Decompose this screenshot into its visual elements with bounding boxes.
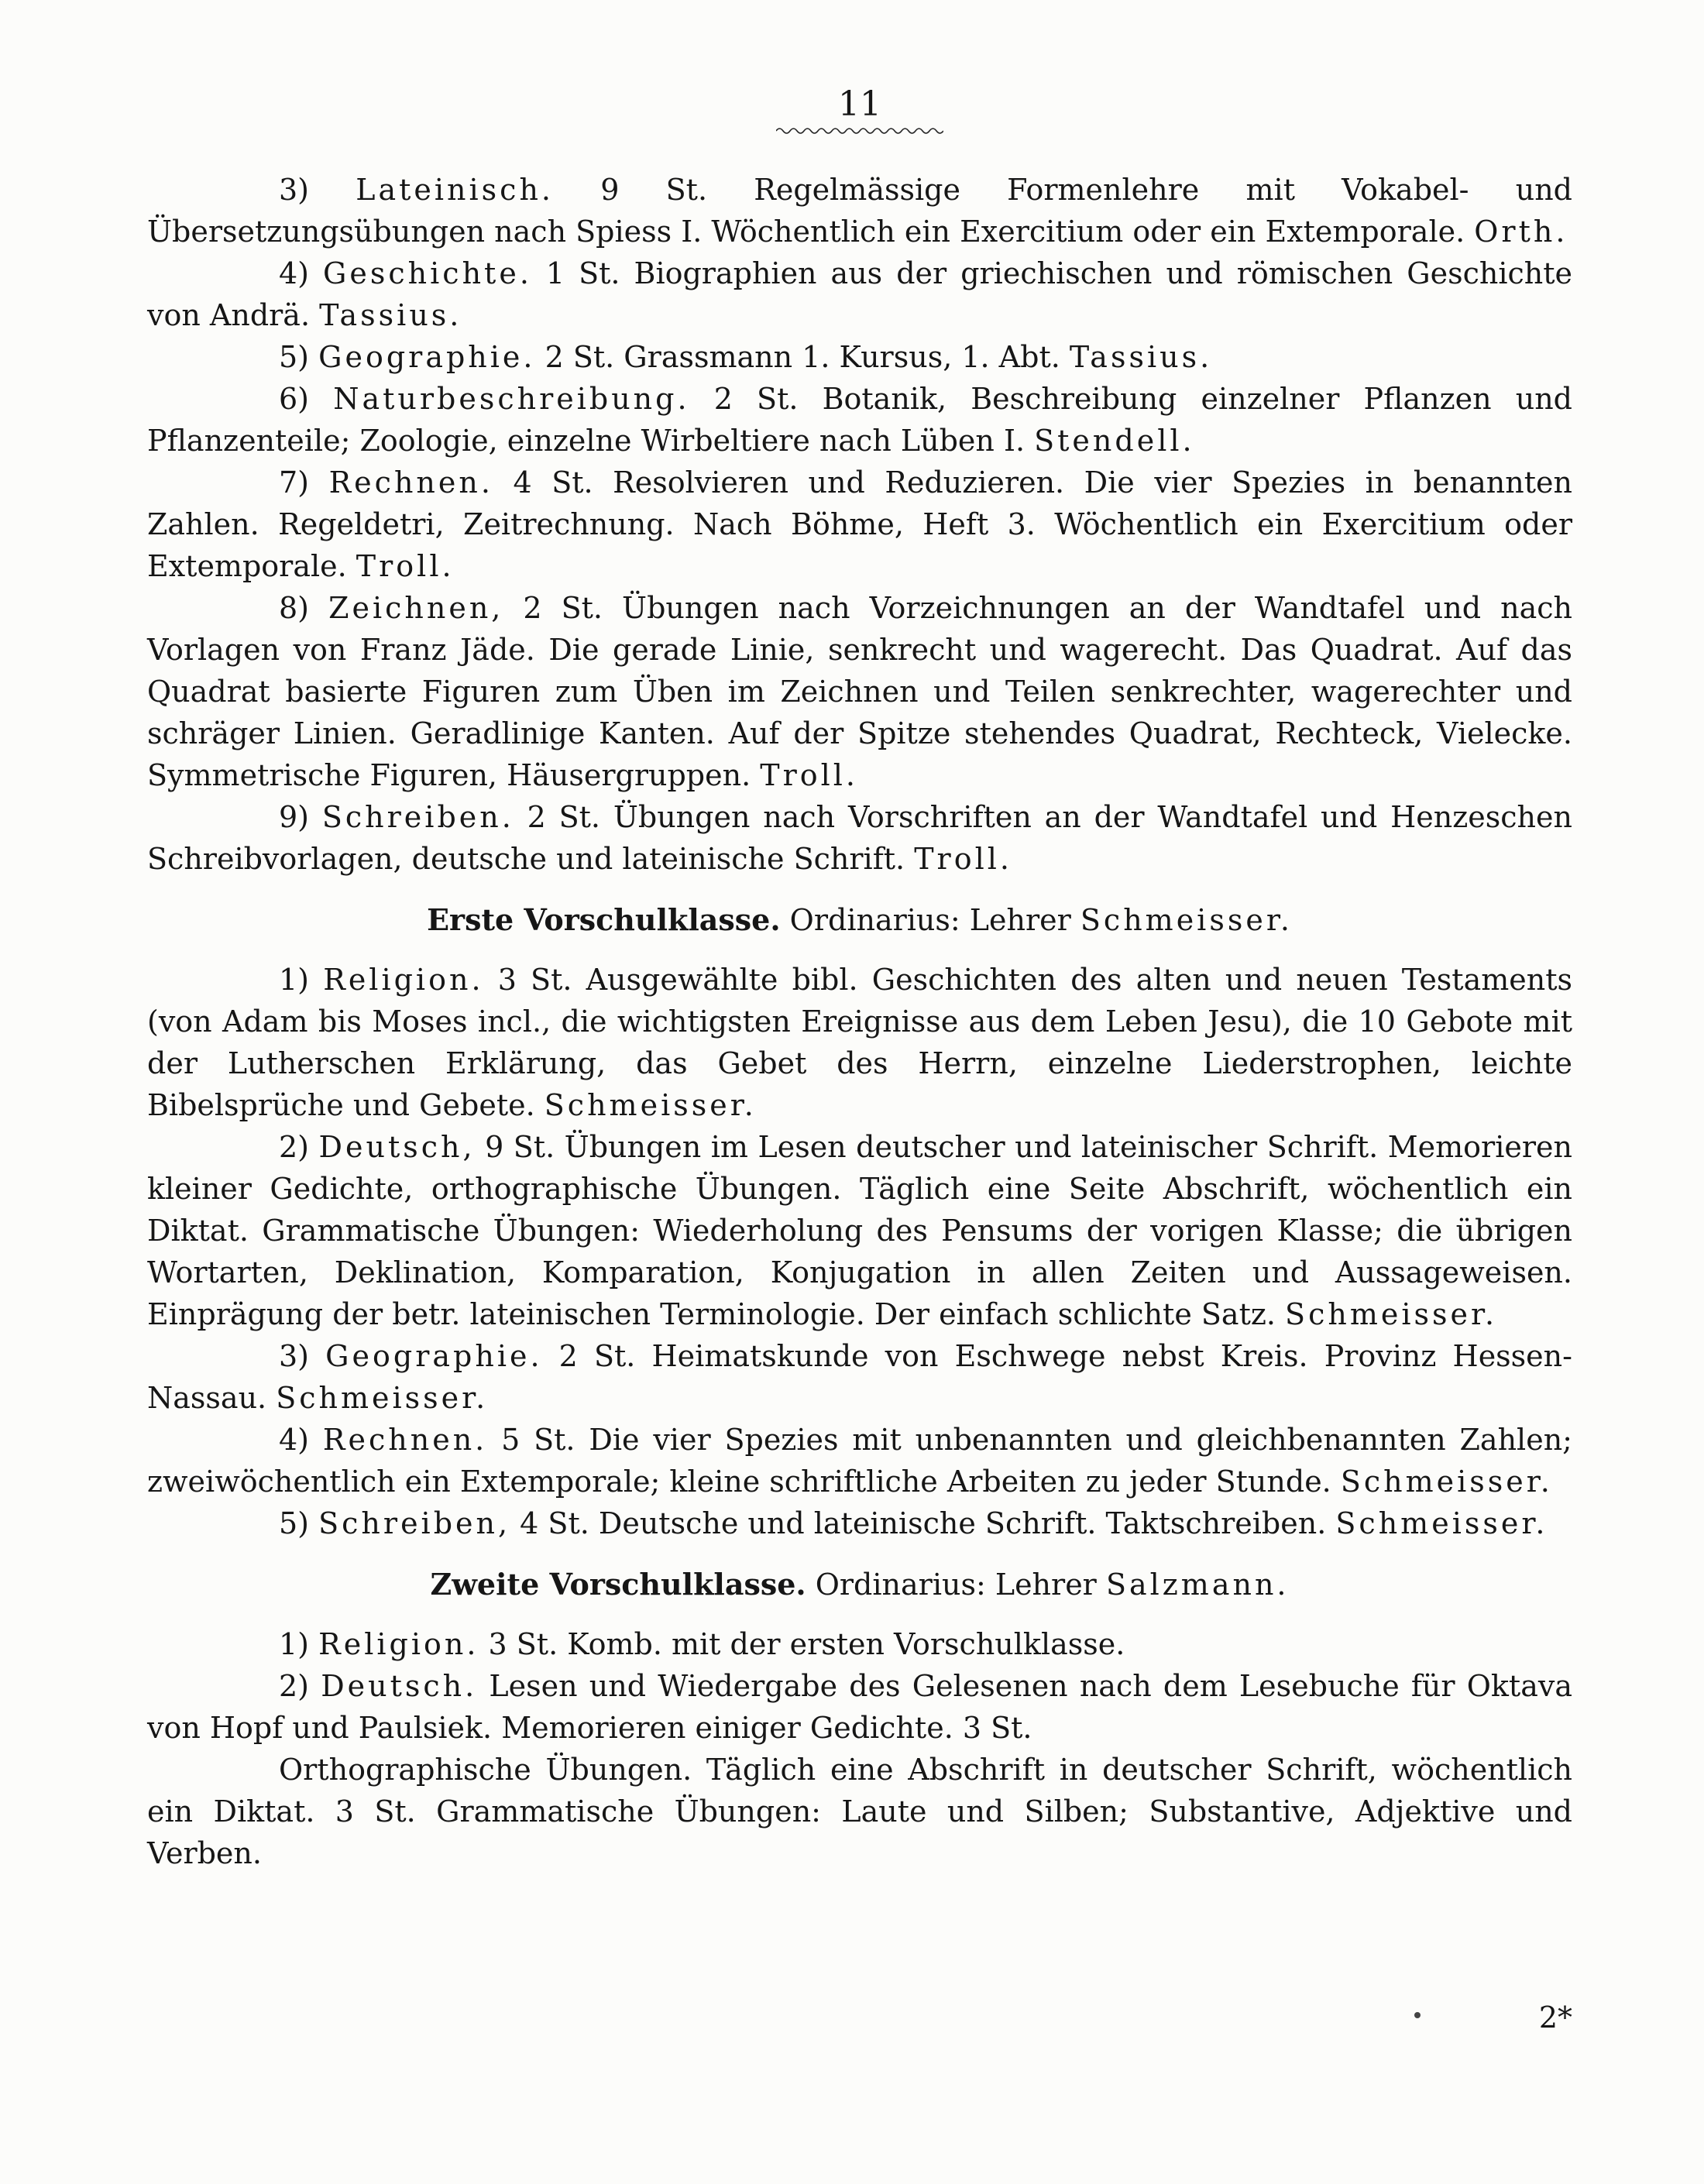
wavy-rule-ornament (776, 125, 943, 136)
curriculum-item: 3) Lateinisch. 9 St. Regelmässige Formenlehre mit Vokabel- und Übersetzungsübungen nach Spiess I. Wöchentlich ein Exercitium oder ein Extemporale. Orth. (147, 173, 1572, 249)
curriculum-item: 3) Geographie. 2 St. Heimatskunde von Eschwege nebst Kreis. Provinz Hessen-Nassau. Schmeisser. (147, 1339, 1572, 1415)
page-content (147, 169, 1572, 1874)
subject-name: Naturbeschreibung. (333, 382, 690, 416)
ordinarius-name: Salzmann. (1105, 1568, 1290, 1602)
teacher-name: Troll. (356, 549, 455, 583)
subject-name: Rechnen. (328, 465, 493, 500)
teacher-name: Schmeisser. (544, 1088, 757, 1122)
subject-name: Schreiben, (318, 1506, 511, 1540)
teacher-name: Tassius. (319, 298, 462, 332)
curriculum-item: 1) Religion. 3 St. Ausgewählte bibl. Geschichten des alten und neuen Testaments (von Adam bis Moses incl., die wichtigsten Ereignisse aus dem Leben Jesu), die 10 Gebote mit der Lutherschen Erklärung, das Gebet des Herrn, einzelne Liederstrophen, leichte Bibelsprüche und Gebete. Schmeisser. (147, 963, 1572, 1122)
closing-paragraph: Orthographische Übungen. Täglich eine Abschrift in deutscher Schrift, wöchentlich ein Diktat. 3 St. Grammatische Übungen: Laute und Silben; Substantive, Adjektive und Verben. (147, 1753, 1572, 1870)
document-page (147, 85, 1572, 2130)
subject-name: Lateinisch. (356, 173, 555, 207)
signature-mark: 2* (1538, 2000, 1572, 2035)
teacher-name: Stendell. (1034, 424, 1195, 458)
teacher-name: Schmeisser. (276, 1381, 489, 1415)
subject-name: Rechnen. (322, 1423, 488, 1457)
curriculum-item: 1) Religion. 3 St. Komb. mit der ersten Vorschulklasse. (279, 1627, 1125, 1661)
curriculum-item: 7) Rechnen. 4 St. Resolvieren und Reduzieren. Die vier Spezies in benannten Zahlen. Regeldetri, Zeitrechnung. Nach Böhme, Heft 3. Wöchentlich ein Exercitium oder Extemporale. Troll. (147, 465, 1572, 583)
teacher-name: Schmeisser. (1340, 1465, 1553, 1499)
print-speck (1414, 2012, 1421, 2018)
curriculum-item: 4) Geschichte. 1 St. Biographien aus der griechischen und römischen Geschichte von Andrä. Tassius. (147, 256, 1572, 332)
subject-name: Deutsch, (318, 1130, 476, 1164)
teacher-name: Troll. (760, 758, 859, 792)
curriculum-item: 5) Schreiben, 4 St. Deutsche und lateinische Schrift. Taktschreiben. Schmeisser. (279, 1506, 1548, 1540)
teacher-name: Schmeisser. (1335, 1506, 1548, 1540)
subject-name: Geschichte. (323, 256, 532, 290)
curriculum-item: 9) Schreiben. 2 St. Übungen nach Vorschriften an der Wandtafel und Henzeschen Schreibvorlagen, deutsche und lateinische Schrift. Troll. (147, 800, 1572, 876)
teacher-name: Tassius. (1069, 340, 1213, 374)
curriculum-item: 4) Rechnen. 5 St. Die vier Spezies mit unbenannten und gleichbenannten Zahlen; zweiwöchentlich ein Extemporale; kleine schriftliche Arbeiten zu jeder Stunde. Schmeisser. (147, 1423, 1572, 1499)
section-heading-zweite-vorschulklasse: Zweite Vorschulklasse. Ordinarius: Lehrer Salzmann. (430, 1567, 1290, 1602)
section-heading-erste-vorschulklasse: Erste Vorschulklasse. Ordinarius: Lehrer Schmeisser. (427, 902, 1293, 937)
subject-name: Schreiben. (321, 800, 514, 834)
curriculum-item: 8) Zeichnen, 2 St. Übungen nach Vorzeichnungen an der Wandtafel und nach Vorlagen von Franz Jäde. Die gerade Linie, senkrecht und wagerecht. Das Quadrat. Auf das Quadrat basierte Figuren zum Üben im Zeichnen und Teilen senkrechter, wagerechter und schräger Linien. Geradlinige Kanten. Auf der Spitze stehendes Quadrat, Rechteck, Vielecke. Symmetrische Figuren, Häusergruppen. Troll. (147, 591, 1572, 792)
ordinarius-name: Schmeisser. (1080, 903, 1293, 937)
subject-name: Geographie. (318, 340, 536, 374)
subject-name: Religion. (323, 963, 484, 997)
class-title: Zweite Vorschulklasse. (430, 1567, 806, 1602)
curriculum-item: 2) Deutsch, 9 St. Übungen im Lesen deutscher und lateinischer Schrift. Memorieren kleiner Gedichte, orthographische Übungen. Täglich eine Seite Abschrift, wöchentlich ein Diktat. Grammatische Übungen: Wiederholung des Pensums der vorigen Klasse; die übrigen Wortarten, Deklination, Komparation, Konjugation in allen Zeiten und Aussageweisen. Einprägung der betr. lateinischen Terminologie. Der einfach schlichte Satz. Schmeisser. (147, 1130, 1572, 1331)
curriculum-item: 5) Geographie. 2 St. Grassmann 1. Kursus, 1. Abt. Tassius. (279, 340, 1213, 374)
subject-name: Deutsch. (321, 1669, 478, 1703)
subject-name: Zeichnen, (328, 591, 504, 625)
class-title: Erste Vorschulklasse. (427, 902, 781, 937)
teacher-name: Troll. (914, 842, 1012, 876)
teacher-name: Schmeisser. (1285, 1297, 1498, 1331)
subject-name: Religion. (318, 1627, 479, 1661)
teacher-name: Orth. (1474, 215, 1568, 249)
curriculum-item: 6) Naturbeschreibung. 2 St. Botanik, Beschreibung einzelner Pflanzen und Pflanzenteile; Zoologie, einzelne Wirbeltiere nach Lüben I. Stendell. (147, 382, 1572, 458)
subject-name: Geographie. (325, 1339, 543, 1373)
page-number: 11 (838, 84, 881, 124)
curriculum-item: 2) Deutsch. Lesen und Wiedergabe des Gelesenen nach dem Lesebuche für Oktava von Hopf und Paulsiek. Memorieren einiger Gedichte. 3 St. (147, 1669, 1572, 1745)
